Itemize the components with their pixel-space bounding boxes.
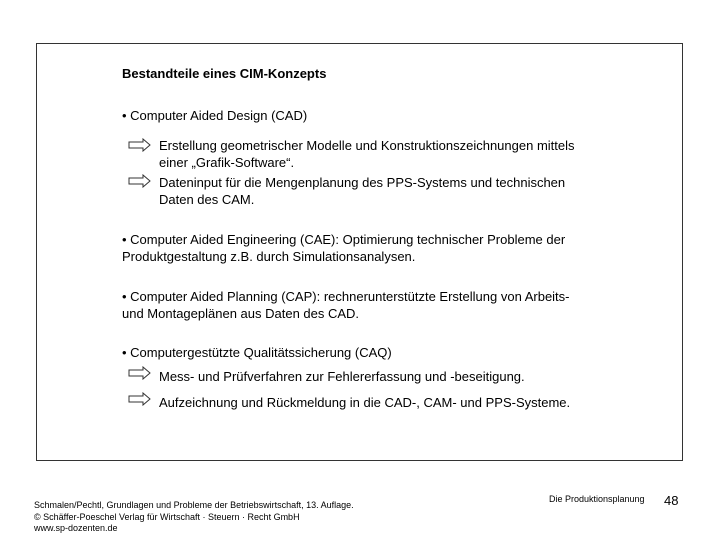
- cae-paragraph: [122, 231, 622, 265]
- cap-line2: und Montageplänen aus Daten des CAD.: [122, 306, 360, 321]
- caq-subpoint-1: Mess- und Prüfverfahren zur Fehlererfassung und -beseitigung.: [159, 369, 525, 384]
- cad-subpoint-2: [159, 174, 629, 208]
- arrow-right-icon: [128, 138, 152, 152]
- cap-line1: • Computer Aided Planning (CAP): rechnerunterstützte Erstellung von Arbeits-: [122, 289, 570, 304]
- slide-title: Bestandteile eines CIM-Konzepts: [122, 66, 327, 81]
- cap-paragraph: [122, 288, 622, 322]
- page-number: 48: [664, 493, 679, 508]
- caq-heading: • Computergestützte Qualitätssicherung (CAQ): [122, 345, 392, 360]
- cad-heading: • Computer Aided Design (CAD): [122, 108, 308, 123]
- arrow-right-icon: [128, 366, 152, 380]
- cad-subpoint-1: [159, 137, 629, 171]
- caq-subpoint-2: Aufzeichnung und Rückmeldung in die CAD-, CAM- und PPS-Systeme.: [159, 395, 571, 410]
- footer-line1: Schmalen/Pechtl, Grundlagen und Probleme der Betriebswirtschaft, 13. Auflage.: [34, 500, 354, 510]
- arrow-right-icon: [128, 392, 152, 406]
- footer-line2: © Schäffer-Poeschel Verlag für Wirtschaft · Steuern · Recht GmbH: [34, 511, 300, 522]
- cad-subpoint-1-line2: einer „Grafik-Software“.: [159, 155, 295, 170]
- footer-section-title: Die Produktionsplanung: [549, 494, 645, 504]
- cad-subpoint-2-line2: Daten des CAM.: [159, 192, 255, 207]
- cad-subpoint-2-line1: Dateninput für die Mengenplanung des PPS-Systems und technischen: [159, 175, 566, 190]
- cae-line1: • Computer Aided Engineering (CAE): Optimierung technischer Probleme der: [122, 232, 566, 247]
- footer-citation: [34, 500, 354, 535]
- arrow-right-icon: [128, 174, 152, 188]
- footer-url[interactable]: www.sp-dozenten.de: [34, 523, 118, 533]
- cad-subpoint-1-line1: Erstellung geometrischer Modelle und Konstruktionszeichnungen mittels: [159, 138, 575, 153]
- cae-line2: Produktgestaltung z.B. durch Simulationsanalysen.: [122, 249, 416, 264]
